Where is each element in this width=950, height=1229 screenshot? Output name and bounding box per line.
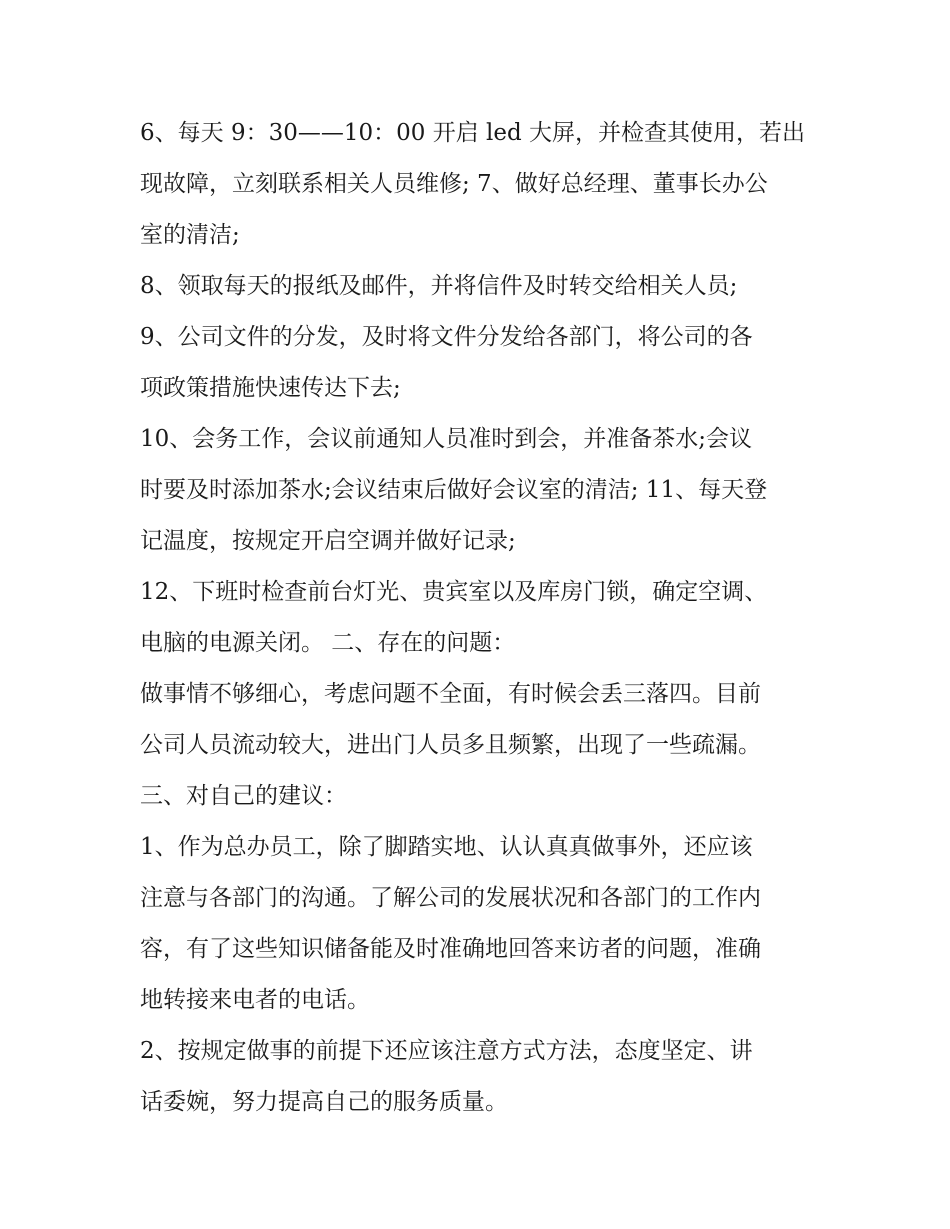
text-line: 6、每天 9：30——10：00 开启 led 大屏，并检查其使用，若出 [140,120,806,146]
text-line: 1、作为总办员工，除了脚踏实地、认认真真做事外，还应该 [140,834,753,860]
text-line: 12、下班时检查前台灯光、贵宾室以及库房门锁，确定空调、 [140,579,768,605]
text-line: 三、对自己的建议： [140,783,347,809]
text-line: 10、会务工作，会议前通知人员准时到会，并准备茶水;会议 [140,426,753,452]
text-line: 现故障，立刻联系相关人员维修; 7、做好总经理、董事长办公 [140,171,768,197]
text-line: 容，有了这些知识储备能及时准确地回答来访者的问题，准确 [140,936,761,962]
text-line: 时要及时添加茶水;会议结束后做好会议室的清洁; 11、每天登 [140,477,768,503]
text-line: 记温度，按规定开启空调并做好记录; [140,528,516,554]
text-line: 2、按规定做事的前提下还应该注意方式方法，态度坚定、讲 [140,1038,753,1064]
text-line: 9、公司文件的分发，及时将文件分发给各部门，将公司的各 [140,324,753,350]
text-line: 做事情不够细心，考虑问题不全面，有时候会丢三落四。目前 [140,681,761,707]
text-line: 室的清洁; [140,222,240,248]
text-line: 8、领取每天的报纸及邮件，并将信件及时转交给相关人员; [140,273,738,299]
text-line: 地转接来电者的电话。 [140,987,370,1013]
text-line: 话委婉，努力提高自己的服务质量。 [140,1089,508,1115]
document-body [140,108,820,1128]
text-line: 注意与各部门的沟通。了解公司的发展状况和各部门的工作内 [140,885,761,911]
text-line: 电脑的电源关闭。 二、存在的问题： [140,630,516,656]
text-line: 项政策措施快速传达下去; [140,375,401,401]
text-line: 公司人员流动较大，进出门人员多且频繁，出现了一些疏漏。 [140,732,761,758]
